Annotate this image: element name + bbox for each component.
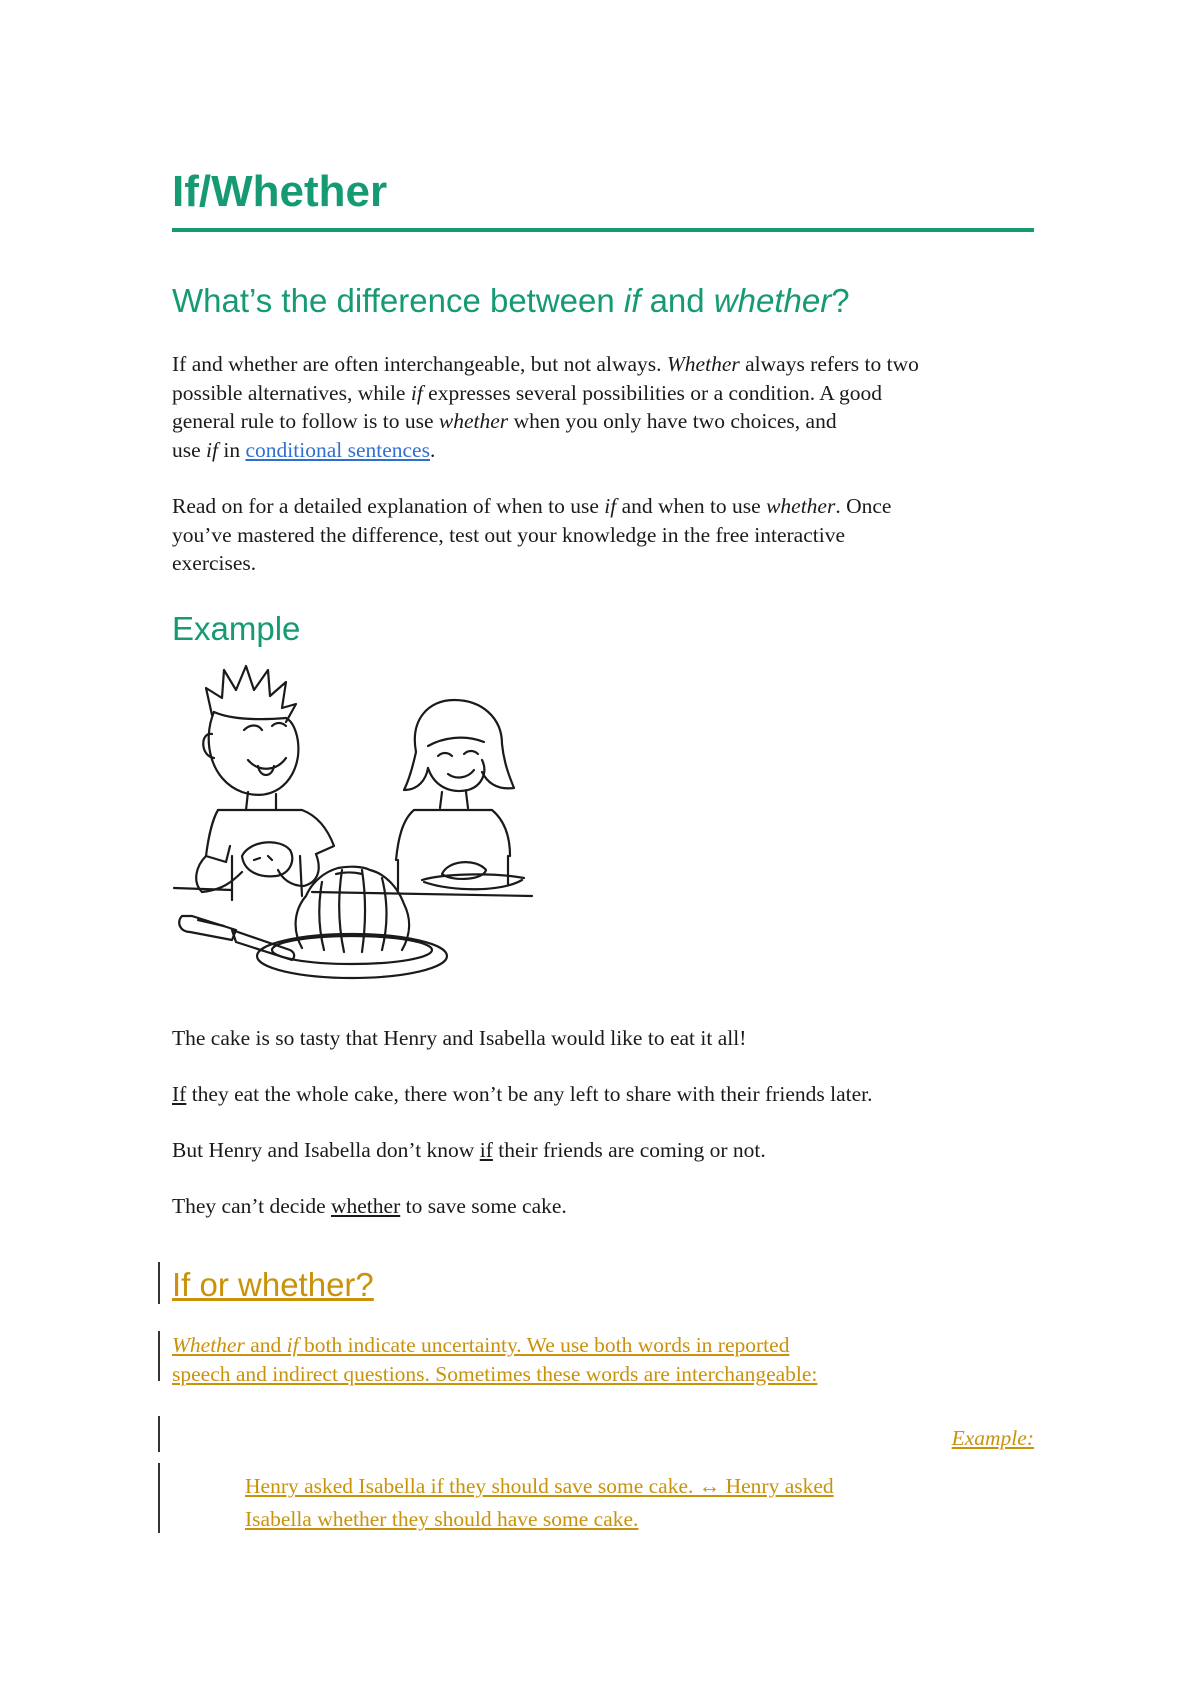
section-heading-example: Example	[172, 610, 301, 647]
sentence-dont-know: But Henry and Isabella don’t know if their friends are coming or not.	[172, 1138, 766, 1162]
uncertainty-paragraph: Whether and if both indicate uncertainty. We use both words in reported speech and indirect questions. Sometimes these words are interchangeable:	[172, 1333, 818, 1386]
conditional-sentences-link[interactable]: conditional sentences	[245, 437, 430, 462]
read-on-paragraph: Read on for a detailed explanation of when to use if and when to use whether. Once you’ve mastered the difference, test out your knowledge in the free interactive exercises.	[172, 494, 892, 575]
intro-paragraph: If and whether are often interchangeable, but not always. Whether always refers to two possible alternatives, while if expresses several possibilities or a condition. A good general rule to follow is to use whether when you only have two choices, and use if in conditional sentences.	[172, 352, 919, 462]
change-bar	[158, 1262, 160, 1304]
change-bar	[158, 1463, 160, 1533]
section-heading-if-or-whether: If or whether?	[172, 1266, 374, 1303]
children-cake-illustration	[172, 660, 552, 1000]
example-sentence: Henry asked Isabella if they should save some cake. ↔ Henry asked Isabella whether they should have some cake.	[245, 1474, 834, 1531]
section-heading-difference: What’s the difference between if and whether?	[172, 282, 850, 319]
page-title: If/Whether	[172, 167, 388, 216]
change-bar	[158, 1331, 160, 1381]
title-underline	[172, 228, 1034, 232]
sentence-whole-cake: If they eat the whole cake, there won’t be any left to share with their friends later.	[172, 1082, 873, 1106]
example-label: Example:	[951, 1426, 1034, 1450]
sentence-tasty: The cake is so tasty that Henry and Isabella would like to eat it all!	[172, 1026, 747, 1050]
sentence-cant-decide: They can’t decide whether to save some cake.	[172, 1194, 567, 1218]
change-bar	[158, 1416, 160, 1452]
